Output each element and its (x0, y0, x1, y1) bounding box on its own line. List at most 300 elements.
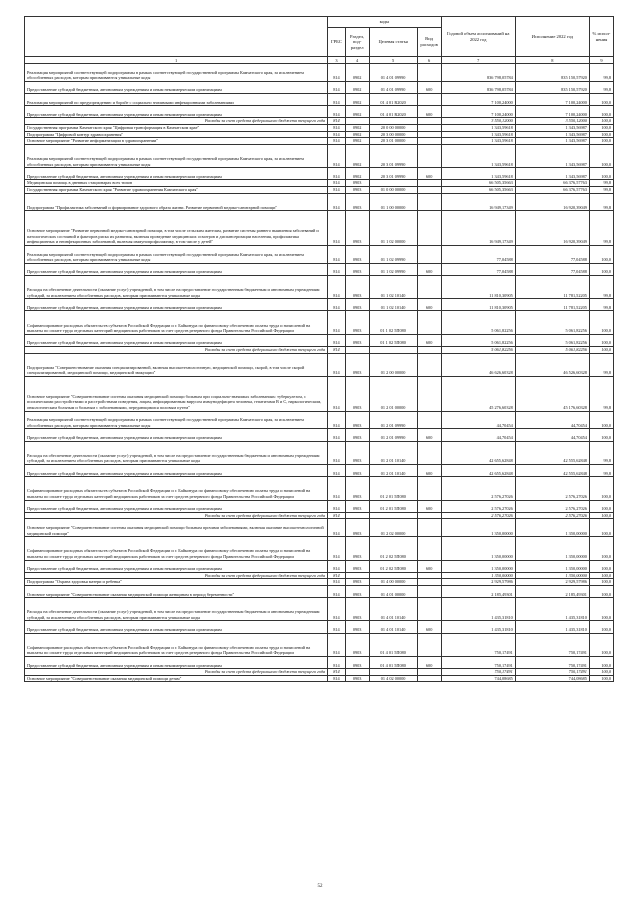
cell-razdel: 0903 (345, 579, 369, 586)
cell-razdel: 0903 (345, 334, 369, 346)
cell-vr (417, 124, 441, 131)
cell-vr (417, 669, 441, 676)
cell-grbs: 814 (328, 275, 345, 298)
cell-vr (417, 131, 441, 138)
colnum: 1 (25, 57, 328, 64)
cell-vr: 600 (417, 621, 441, 633)
cell-name: Расходы на обеспечение деятельности (оказание услуг) учреждений, в том числе на предоставление государственным бюджетным и автономным учреждениям субсидий, за исключением обособленных расходов, которым присваиваются уникальные коды (25, 598, 328, 621)
cell-name: Предоставление субсидий бюджетным, автономным учреждениям и иным некоммерческим организациям (25, 299, 328, 311)
cell-cs: 01 4 02 00000 (369, 675, 417, 682)
cell-razdel: 0902 (345, 93, 369, 105)
cell-vr: 600 (417, 500, 441, 512)
cell-name: Подпрограмма "Профилактика заболеваний и формирование здорового образа жизни. Развитие первичной медико-санитарной помощи" (25, 193, 328, 211)
cell-vr (417, 347, 441, 354)
cell-annual: 750,17491 (441, 633, 515, 656)
table-row (25, 598, 614, 621)
cell-exec: 7 100,24000 (515, 93, 589, 105)
cell-annual: 77,04588 (441, 245, 515, 263)
cell-cs: 01 1 02 5П080 (369, 334, 417, 346)
cell-exec: 5 061,82256 (515, 311, 589, 334)
cell-cs: 01 4 01 10140 (369, 598, 417, 621)
cell-grbs: 814 (328, 675, 345, 682)
cell-razdel: 0903 (345, 598, 369, 621)
cell-cs: 20 0 00 00000 (369, 124, 417, 131)
table-row (25, 245, 614, 263)
cell-exec: 1 343,56987 (515, 168, 589, 180)
cell-annual: 46 626,60328 (441, 353, 515, 376)
cell-annual: 1 350,00000 (441, 519, 515, 537)
cell-name: Предоставление субсидий бюджетным, автономным учреждениям и иным некоммерческим организациям (25, 334, 328, 346)
cell-cs: 01 2 01 5П080 (369, 477, 417, 500)
cell-name: Софинансирование расходных обязательств субъектов Российской Федерации и г. Байконура по финансовому обеспечению оплаты труда и начислений на выплаты по оплате труда отдельных категорий медицинских работников за счет средств резервного фонда Правительства Российской Федерации (25, 633, 328, 656)
cell-name: Предоставление субсидий бюджетным, автономным учреждениям и иным некоммерческим организациям (25, 263, 328, 275)
cell-pct: 100,0 (589, 537, 613, 560)
cell-razdel: 0903 (345, 245, 369, 263)
cell-pct: 99,8 (589, 353, 613, 376)
cell-cs: 20 3 01 09990 (369, 144, 417, 167)
cell-pct: 99,8 (589, 299, 613, 311)
cell-vr: 600 (417, 106, 441, 118)
cell-cs (369, 118, 417, 125)
cell-vr (417, 64, 441, 82)
cell-exec: 66 376,57763 (515, 186, 589, 193)
cell-grbs: 814 (328, 211, 345, 246)
cell-razdel: 0903 (345, 377, 369, 412)
cell-vr (417, 537, 441, 560)
table-row (25, 500, 614, 512)
cell-grbs: 814 (328, 560, 345, 572)
header-razdel: Раздел, под- раздел (345, 28, 369, 57)
cell-exec: 1 350,00000 (515, 560, 589, 572)
cell-pct: 100,0 (589, 477, 613, 500)
cell-vr (417, 180, 441, 187)
table-row (25, 118, 614, 125)
cell-vr (417, 193, 441, 211)
cell-exec: 2 576,27026 (515, 512, 589, 519)
cell-vr: 600 (417, 429, 441, 441)
cell-name: Реализация мероприятий по предупреждению и борьбе с социально значимыми инфекционными заболеваниями (25, 93, 328, 105)
cell-annual: 750,17491 (441, 657, 515, 669)
cell-vr (417, 572, 441, 579)
cell-cs: 01 1 02 00000 (369, 211, 417, 246)
cell-annual: 2 576,27026 (441, 500, 515, 512)
cell-annual: 77,04588 (441, 263, 515, 275)
cell-annual: 1 343,59618 (441, 138, 515, 145)
cell-razdel: 0903 (345, 193, 369, 211)
cell-vr (417, 245, 441, 263)
cell-annual: 750,17491 (441, 669, 515, 676)
cell-annual: 1 343,59618 (441, 124, 515, 131)
table-row (25, 64, 614, 82)
cell-grbs: 814 (328, 118, 345, 125)
cell-pct: 99,8 (589, 275, 613, 298)
table-row (25, 353, 614, 376)
cell-exec: 16 920,39049 (515, 193, 589, 211)
cell-pct: 99,8 (589, 441, 613, 464)
cell-grbs: 814 (328, 299, 345, 311)
cell-annual: 11 810,30905 (441, 275, 515, 298)
cell-exec: 1 343,56987 (515, 131, 589, 138)
colnum: 7 (441, 57, 515, 64)
cell-name: Реализация мероприятий соответствующей подпрограммы в рамках соответствующей государственной программы Камчатского края, за исключением обособленных расходов, которым присваиваются уникальные коды (25, 411, 328, 429)
cell-annual: 11 810,30905 (441, 299, 515, 311)
cell-razdel: 0903 (345, 411, 369, 429)
cell-vr: 600 (417, 168, 441, 180)
cell-pct: 100,0 (589, 621, 613, 633)
cell-cs (369, 180, 417, 187)
cell-name: Софинансирование расходных обязательств субъектов Российской Федерации и г. Байконура по финансовому обеспечению оплаты труда и начислений на выплаты по оплате труда отдельных категорий медицинских работников за счет средств резервного фонда Правительства Российской Федерации (25, 537, 328, 560)
cell-vr (417, 311, 441, 334)
cell-grbs: 814 (328, 519, 345, 537)
cell-vr: 600 (417, 263, 441, 275)
cell-annual: 16 949,17349 (441, 211, 515, 246)
cell-razdel: 0903 (345, 477, 369, 500)
cell-razdel: 0902 (345, 144, 369, 167)
cell-exec: 1 343,56987 (515, 138, 589, 145)
cell-exec: 77,04588 (515, 263, 589, 275)
cell-exec: 750,17491 (515, 669, 589, 676)
cell-razdel: 0902 (345, 131, 369, 138)
cell-razdel: 0903 (345, 537, 369, 560)
cell-cs: 01 2 02 5П080 (369, 537, 417, 560)
cell-pct: 100,0 (589, 519, 613, 537)
cell-grbs: 814 (328, 411, 345, 429)
table-row (25, 180, 614, 187)
cell-razdel: 0903 (345, 657, 369, 669)
cell-vr (417, 512, 441, 519)
table-row (25, 311, 614, 334)
cell-vr: 600 (417, 334, 441, 346)
cell-razdel: 0903 (345, 585, 369, 597)
colnum: 3 (328, 57, 345, 64)
cell-vr (417, 585, 441, 597)
cell-grbs: 814 (328, 138, 345, 145)
cell-grbs: 814 (328, 245, 345, 263)
table-row (25, 657, 614, 669)
cell-cs: 01 2 02 5П080 (369, 560, 417, 572)
cell-exec: 1 343,56987 (515, 144, 589, 167)
cell-name: Реализация мероприятий соответствующей подпрограммы в рамках соответствующей государственной программы Камчатского края, за исключением обособленных расходов, которым присваиваются уникальные коды (25, 245, 328, 263)
cell-pct: 99,8 (589, 64, 613, 82)
cell-cs (369, 512, 417, 519)
cell-name: Основное мероприятие "Совершенствование оказания медицинской помощи женщинам в период беременности" (25, 585, 328, 597)
header-pct: % испол- нения (589, 17, 613, 57)
cell-pct: 100,0 (589, 429, 613, 441)
cell-annual: 5 061,82256 (441, 311, 515, 334)
cell-vr (417, 633, 441, 656)
cell-pct: 100,0 (589, 124, 613, 131)
cell-grbs: 814 (328, 500, 345, 512)
cell-name: Основное мероприятие "Развитие первичной медико-санитарной помощи, в том числе сельским жителям, развитие системы раннего выявления заболеваний и патологических состояний и факторов риска их развития, включая проведение медицинских осмотров и диспансеризации населения, профилактика инфекционных и неинфекционных заболеваний, включая иммунопрофилактику, в том числе у детей" (25, 211, 328, 246)
cell-grbs: 814 (328, 429, 345, 441)
colnum: 4 (345, 57, 369, 64)
cell-grbs: 814 (328, 537, 345, 560)
cell-cs: 01 4 01 00000 (369, 585, 417, 597)
cell-pct: 100,0 (589, 106, 613, 118)
cell-vr (417, 353, 441, 376)
cell-cs: 01 2 01 00000 (369, 377, 417, 412)
table-row (25, 621, 614, 633)
cell-razdel: 0902 (345, 81, 369, 93)
cell-name: Расходы за счет средств федерального бюджета текущего года (25, 669, 328, 676)
cell-razdel (345, 572, 369, 579)
cell-name: Подпрограмма "Цифровой контур здравоохранения" (25, 131, 328, 138)
cell-exec: 1 435,31810 (515, 621, 589, 633)
colnum: 5 (369, 57, 417, 64)
cell-annual: 2 576,27026 (441, 512, 515, 519)
cell-pct: 99,8 (589, 81, 613, 93)
cell-grbs: 814 (328, 347, 345, 354)
table-row (25, 675, 614, 682)
cell-cs: 01 2 01 5П080 (369, 500, 417, 512)
table-row (25, 377, 614, 412)
cell-grbs: 814 (328, 572, 345, 579)
cell-cs: 20 3 00 00000 (369, 131, 417, 138)
header-name (25, 17, 328, 57)
cell-vr (417, 377, 441, 412)
cell-razdel: 0903 (345, 299, 369, 311)
cell-pct: 99,8 (589, 211, 613, 246)
cell-pct: 100,0 (589, 633, 613, 656)
page-number: 52 (317, 884, 323, 889)
table-row (25, 579, 614, 586)
cell-exec: 835 150,57920 (515, 81, 589, 93)
cell-exec: 5 061,82256 (515, 334, 589, 346)
cell-name: Подпрограмма "Совершенствование оказания специализированной, включая высокотехнологичную, медицинской помощи, скорой, в том числе скорой специализированной, медицинской помощи, медицинской эвакуации" (25, 353, 328, 376)
column-number-row (25, 57, 614, 64)
cell-cs: 01 2 02 00000 (369, 519, 417, 537)
cell-annual: 1 350,00000 (441, 560, 515, 572)
cell-cs: 01 1 02 09990 (369, 245, 417, 263)
cell-razdel: 0903 (345, 464, 369, 476)
cell-annual: 7 100,24000 (441, 106, 515, 118)
cell-razdel: 0903 (345, 275, 369, 298)
cell-exec: 1 350,00000 (515, 537, 589, 560)
cell-name: Предоставление субсидий бюджетным, автономным учреждениям и иным некоммерческим организациям (25, 464, 328, 476)
cell-vr (417, 441, 441, 464)
header-exec: Исполнение 2022 год (515, 17, 589, 57)
cell-cs: 01 2 01 09990 (369, 411, 417, 429)
cell-razdel: 0903 (345, 211, 369, 246)
cell-annual: 1 350,00000 (441, 572, 515, 579)
cell-name: Предоставление субсидий бюджетным, автономным учреждениям и иным некоммерческим организациям (25, 621, 328, 633)
table-row (25, 537, 614, 560)
cell-razdel: 0903 (345, 180, 369, 187)
cell-grbs: 814 (328, 106, 345, 118)
cell-name: Предоставление субсидий бюджетным, автономным учреждениям и иным некоммерческим организациям (25, 657, 328, 669)
cell-vr (417, 138, 441, 145)
cell-pct: 100,0 (589, 411, 613, 429)
cell-annual: 44,70454 (441, 411, 515, 429)
table-body (25, 64, 614, 682)
cell-name: Реализация мероприятий соответствующей подпрограммы в рамках соответствующей государственной программы Камчатского края, за исключением обособленных расходов, которым присваиваются уникальные коды (25, 144, 328, 167)
cell-grbs: 814 (328, 144, 345, 167)
cell-cs: 01 2 00 00000 (369, 353, 417, 376)
cell-name: Расходы за счет средств федерального бюджета текущего года (25, 572, 328, 579)
cell-cs: 01 4 01 09990 (369, 64, 417, 82)
cell-annual: 5 061,82256 (441, 334, 515, 346)
cell-annual: 66 505,35663 (441, 180, 515, 187)
table-row (25, 334, 614, 346)
table-row (25, 585, 614, 597)
cell-razdel: 0902 (345, 124, 369, 131)
table-row (25, 464, 614, 476)
cell-vr (417, 211, 441, 246)
cell-annual: 1 343,59618 (441, 131, 515, 138)
cell-grbs: 814 (328, 669, 345, 676)
cell-grbs: 814 (328, 81, 345, 93)
cell-exec: 42 555,62848 (515, 464, 589, 476)
cell-cs: 01 4 01 10140 (369, 621, 417, 633)
cell-name: Расходы за счет средств федерального бюджета текущего года (25, 118, 328, 125)
header-vr: Вид расходов (417, 28, 441, 57)
cell-name: Расходы за счет средств федерального бюджета текущего года (25, 512, 328, 519)
cell-exec: 11 781,52205 (515, 275, 589, 298)
cell-razdel: 0902 (345, 64, 369, 82)
cell-name: Предоставление субсидий бюджетным, автономным учреждениям и иным некоммерческим организациям (25, 560, 328, 572)
cell-razdel (345, 118, 369, 125)
cell-exec: 3 550,12000 (515, 118, 589, 125)
cell-cs: 01 0 00 00000 (369, 186, 417, 193)
cell-annual: 16 949,17349 (441, 193, 515, 211)
header-grbs: ГРБС (328, 28, 345, 57)
cell-razdel: 0903 (345, 311, 369, 334)
cell-pct: 100,0 (589, 168, 613, 180)
cell-pct: 100,0 (589, 579, 613, 586)
cell-annual: 2 185,49301 (441, 585, 515, 597)
cell-grbs: 814 (328, 464, 345, 476)
cell-pct: 100,0 (589, 512, 613, 519)
cell-grbs: 814 (328, 657, 345, 669)
cell-razdel: 0902 (345, 168, 369, 180)
cell-grbs: 814 (328, 124, 345, 131)
cell-annual: 744,08685 (441, 675, 515, 682)
cell-name: Основное мероприятие "Совершенствование системы оказания медицинской помощи больным при социально-значимых заболеваниях: туберкулезом, с психическими расстройствами и расстройствами поведения, лицам, инфицированным вирусом иммунодефицита человека, гепатитами В и С, наркологическим, онкологическим больным и больным с заболеваниями, передающимися половым путем" (25, 377, 328, 412)
cell-name: Расходы на обеспечение деятельности (оказание услуг) учреждений, в том числе на предоставление государственным бюджетным и автономным учреждениям субсидий, за исключением обособленных расходов, которым присваиваются уникальные коды (25, 275, 328, 298)
table-row (25, 275, 614, 298)
cell-cs: 01 2 01 09990 (369, 429, 417, 441)
cell-pct: 100,0 (589, 657, 613, 669)
cell-name: Софинансирование расходных обязательств субъектов Российской Федерации и г. Байконура по финансовому обеспечению оплаты труда и начислений на выплаты по оплате труда отдельных категорий медицинских работников за счет средств резервного фонда Правительства Российской Федерации (25, 477, 328, 500)
cell-exec: 2 576,27026 (515, 500, 589, 512)
cell-vr (417, 519, 441, 537)
cell-exec: 42 555,62848 (515, 441, 589, 464)
cell-vr: 600 (417, 464, 441, 476)
cell-pct: 100,0 (589, 131, 613, 138)
table-row (25, 186, 614, 193)
cell-razdel: 0903 (345, 441, 369, 464)
cell-name: Основное мероприятие "Развитие информатизации в здравоохранении" (25, 138, 328, 145)
cell-pct: 100,0 (589, 263, 613, 275)
table-row (25, 211, 614, 246)
cell-grbs: 814 (328, 193, 345, 211)
cell-name: Государственная программа Камчатского края "Развитие здравоохранения Камчатского края" (25, 186, 328, 193)
cell-exec: 44,70454 (515, 411, 589, 429)
cell-grbs: 814 (328, 186, 345, 193)
cell-cs: 01 2 01 10140 (369, 441, 417, 464)
cell-razdel (345, 512, 369, 519)
cell-vr (417, 477, 441, 500)
cell-razdel: 0902 (345, 138, 369, 145)
cell-name: Предоставление субсидий бюджетным, автономным учреждениям и иным некоммерческим организациям (25, 168, 328, 180)
cell-pct: 100,0 (589, 560, 613, 572)
colnum: 6 (417, 57, 441, 64)
cell-exec: 16 920,39049 (515, 211, 589, 246)
cell-exec: 1 350,00000 (515, 519, 589, 537)
cell-cs: 01 4 00 00000 (369, 579, 417, 586)
cell-name: Софинансирование расходных обязательств субъектов Российской Федерации и г. Байконура по финансовому обеспечению оплаты труда и начислений на выплаты по оплате труда отдельных категорий медицинских работников за счет средств резервного фонда Правительства Российской Федерации (25, 311, 328, 334)
cell-vr (417, 186, 441, 193)
budget-table (24, 16, 614, 682)
cell-annual: 42 655,62848 (441, 441, 515, 464)
cell-cs (369, 347, 417, 354)
cell-exec: 11 781,52205 (515, 299, 589, 311)
cell-pct: 100,0 (589, 245, 613, 263)
cell-annual: 44,70454 (441, 429, 515, 441)
cell-razdel: 0903 (345, 633, 369, 656)
cell-grbs: 814 (328, 93, 345, 105)
table-row (25, 519, 614, 537)
cell-vr (417, 144, 441, 167)
cell-pct: 100,0 (589, 311, 613, 334)
cell-exec: 5 061,82256 (515, 347, 589, 354)
cell-exec: 750,17491 (515, 657, 589, 669)
cell-grbs: 814 (328, 263, 345, 275)
cell-razdel: 0903 (345, 560, 369, 572)
cell-pct: 99,8 (589, 377, 613, 412)
table-row (25, 131, 614, 138)
cell-razdel: 0903 (345, 621, 369, 633)
cell-annual: 5 061,82256 (441, 347, 515, 354)
table-row (25, 144, 614, 167)
cell-exec: 2 576,27026 (515, 477, 589, 500)
cell-exec: 744,08685 (515, 675, 589, 682)
cell-annual: 3 550,12000 (441, 118, 515, 125)
cell-vr (417, 118, 441, 125)
cell-cs: 20 3 01 09990 (369, 168, 417, 180)
cell-annual: 1 350,00000 (441, 537, 515, 560)
cell-cs: 01 1 02 10140 (369, 299, 417, 311)
cell-cs: 01 1 02 09990 (369, 263, 417, 275)
cell-razdel: 0903 (345, 500, 369, 512)
header-annual: Годовой объем ассигнований на 2022 год (441, 17, 515, 57)
cell-razdel: 0903 (345, 675, 369, 682)
cell-razdel: 0903 (345, 263, 369, 275)
table-row (25, 168, 614, 180)
cell-annual: 1 343,59618 (441, 144, 515, 167)
cell-pct: 100,0 (589, 572, 613, 579)
cell-pct: 100,0 (589, 585, 613, 597)
table-row (25, 81, 614, 93)
cell-cs: 01 4 01 5П080 (369, 633, 417, 656)
cell-vr: 600 (417, 299, 441, 311)
cell-pct: 99,8 (589, 464, 613, 476)
cell-exec: 66 376,57763 (515, 180, 589, 187)
cell-name: Предоставление субсидий бюджетным, автономным учреждениям и иным некоммерческим организациям (25, 106, 328, 118)
cell-name: Подпрограмма "Охрана здоровья матери и ребенка" (25, 579, 328, 586)
cell-vr: 600 (417, 657, 441, 669)
cell-grbs: 814 (328, 598, 345, 621)
cell-vr: 600 (417, 560, 441, 572)
cell-vr (417, 598, 441, 621)
cell-pct: 100,0 (589, 334, 613, 346)
cell-vr (417, 579, 441, 586)
cell-cs: 01 1 00 00000 (369, 193, 417, 211)
cell-exec: 46 526,60328 (515, 353, 589, 376)
table-row (25, 512, 614, 519)
cell-name: Государственная программа Камчатского края "Цифровая трансформация в Камчатском крае" (25, 124, 328, 131)
cell-pct: 100,0 (589, 93, 613, 105)
